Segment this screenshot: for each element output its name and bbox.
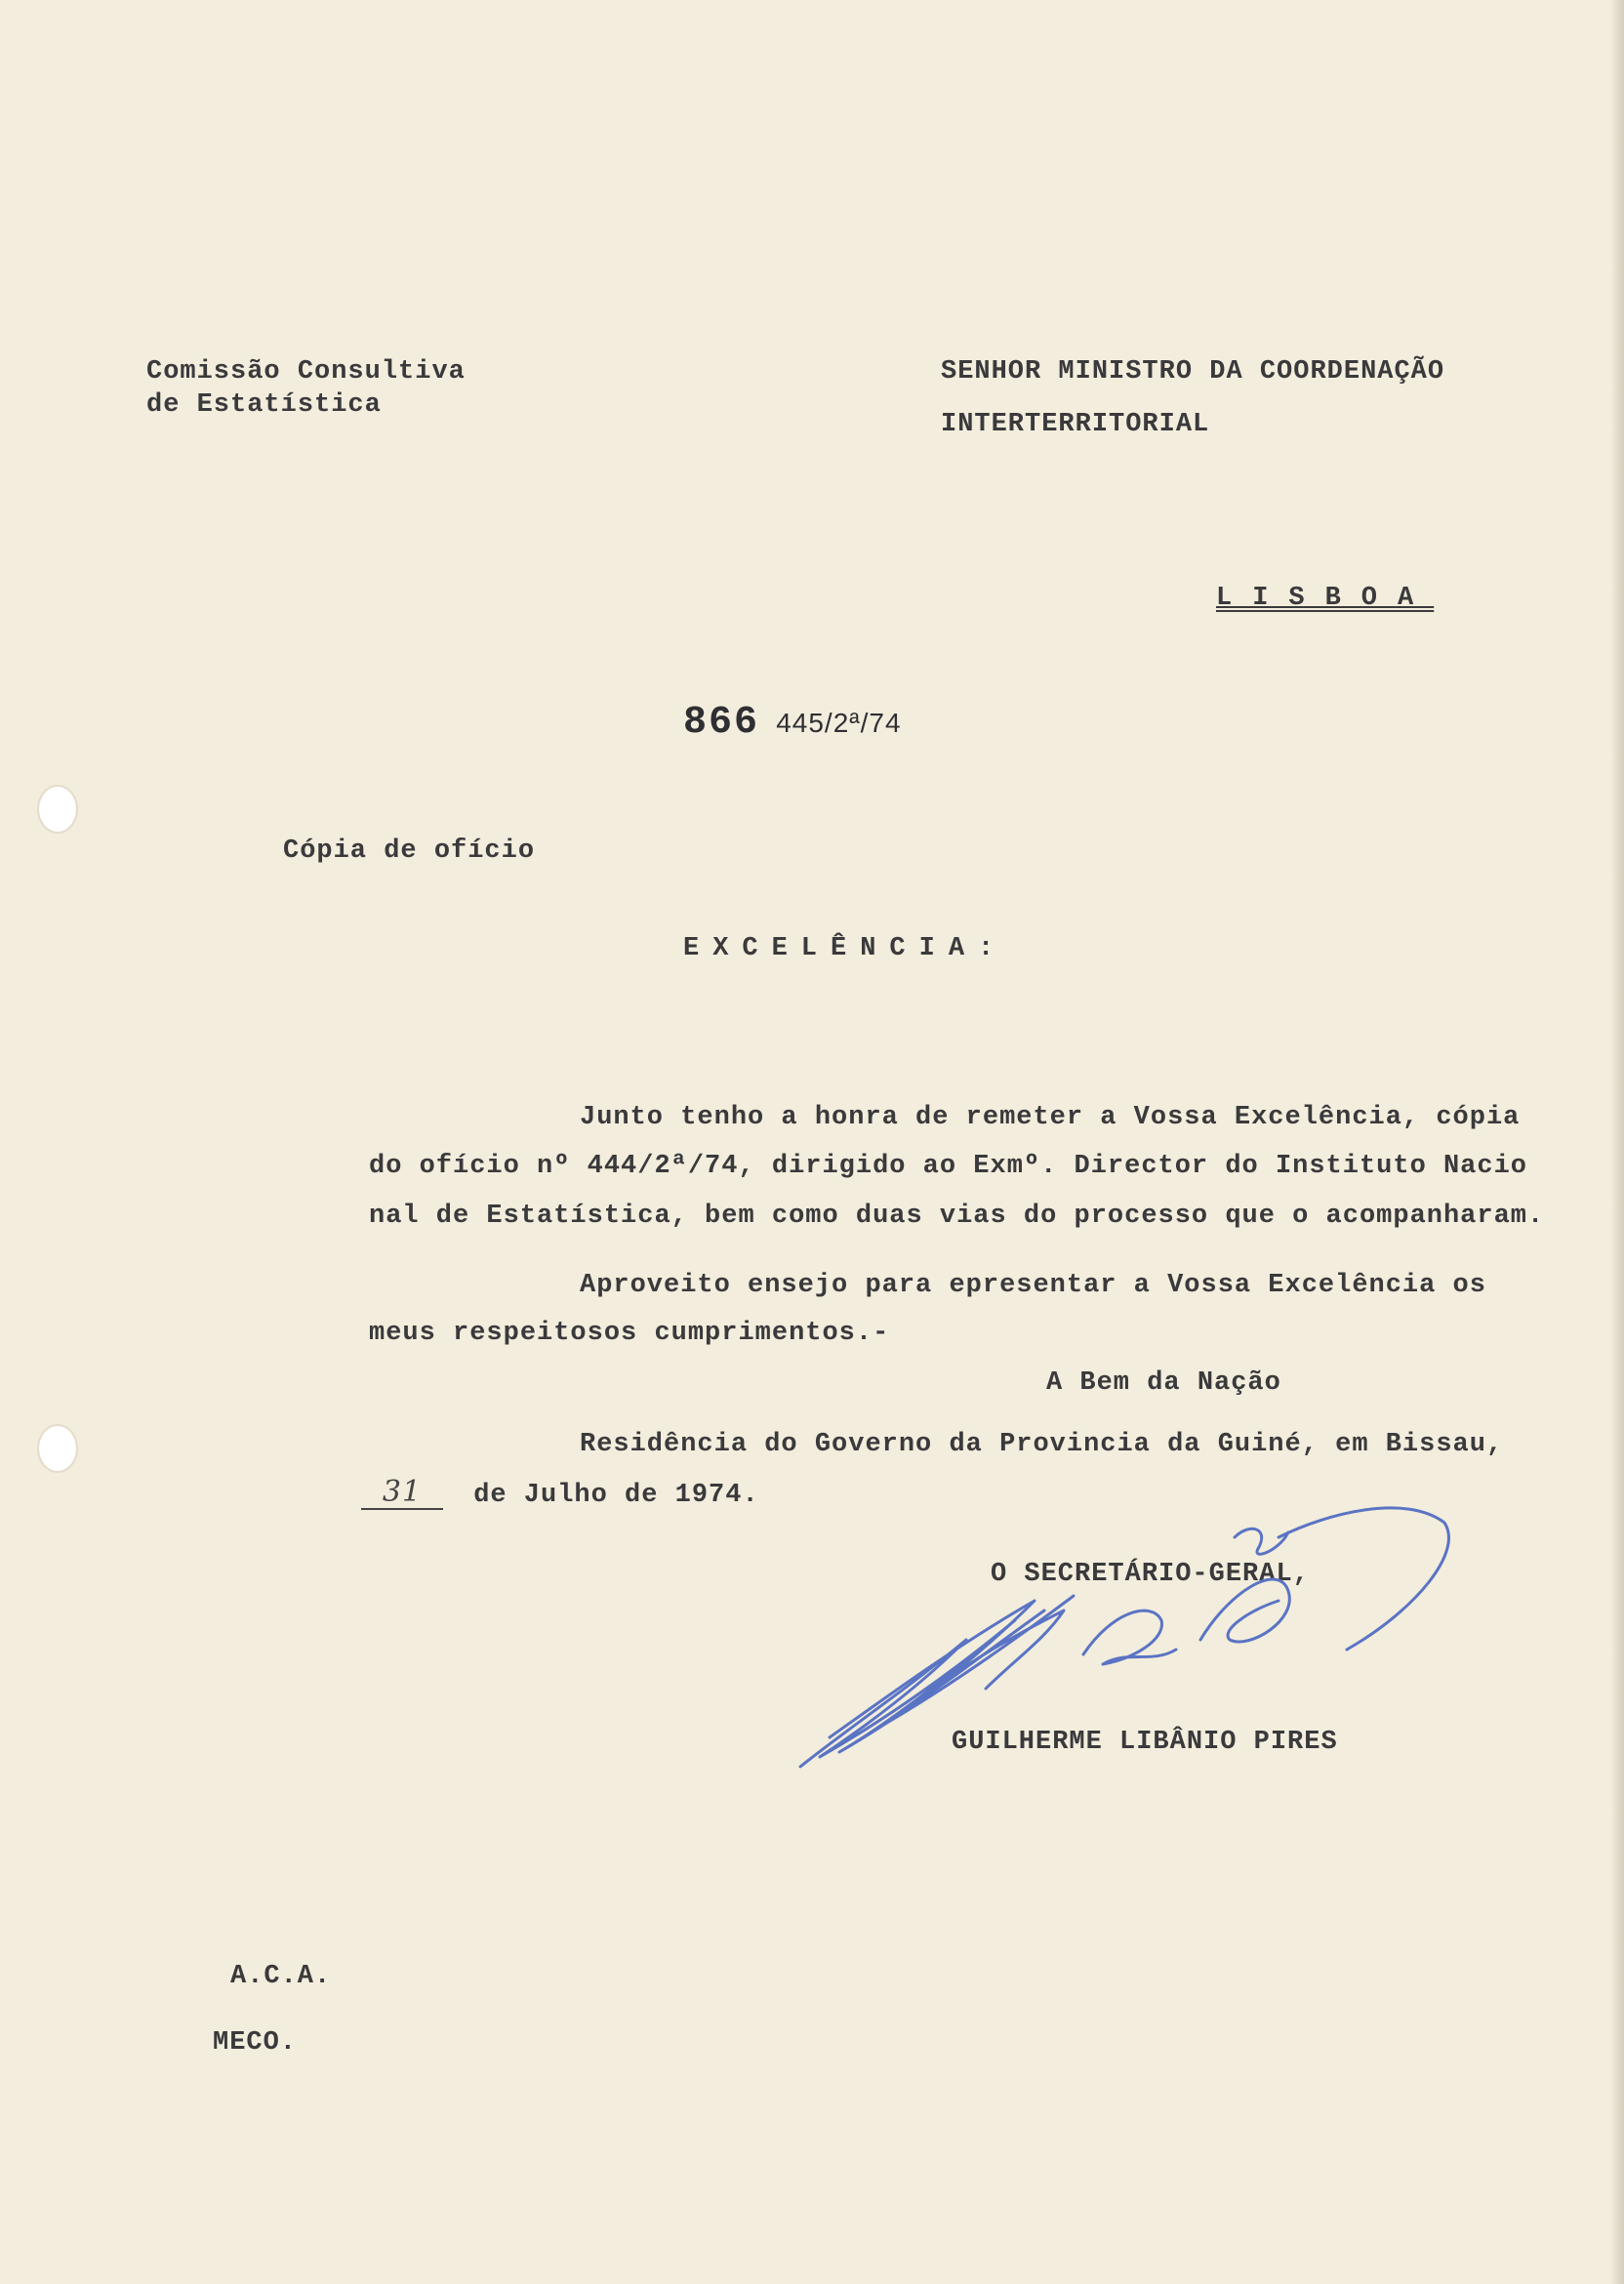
recipient-line-2: INTERTERRITORIAL (941, 410, 1210, 439)
handwritten-signature (791, 1493, 1474, 1786)
punch-hole-top (39, 787, 76, 832)
place-line: Residência do Governo da Provincia da Guiné, em Bissau, (580, 1430, 1504, 1459)
footer-code: MECO. (213, 2028, 298, 2058)
recipient-city: LISBOA (1216, 584, 1435, 613)
salutation: EXCELÊNCIA: (683, 934, 1008, 963)
sender-line-2: de Estatística (146, 390, 382, 420)
subject-line: Cópia de ofício (283, 836, 536, 866)
punch-hole-bottom (39, 1426, 76, 1471)
recipient-line-1: SENHOR MINISTRO DA COORDENAÇÃO (941, 357, 1445, 387)
reference-number: 866 (683, 701, 760, 745)
paragraph2-line-1: Aproveito ensejo para epresentar a Vossa Excelência os (580, 1271, 1486, 1300)
signature-title: O SECRETÁRIO-GERAL, (991, 1560, 1310, 1589)
paragraph1-line-3: nal de Estatística, bem como duas vias do processo que o acompanharam. (369, 1202, 1545, 1231)
sender-line-1: Comissão Consultiva (146, 357, 466, 387)
reference-code: 445/2ª/74 (776, 708, 902, 738)
footer-initials: A.C.A. (230, 1962, 332, 1991)
reference (683, 701, 902, 745)
paragraph1-line-2: do ofício nº 444/2ª/74, dirigido ao Exmº. Director do Instituto Nacio (369, 1152, 1527, 1181)
signature-name: GUILHERME LIBÂNIO PIRES (952, 1728, 1338, 1757)
paragraph1-line-1: Junto tenho a honra de remeter a Vossa Excelência, cópia (580, 1103, 1521, 1132)
closing-line: A Bem da Nação (1046, 1368, 1281, 1398)
date-line (361, 1476, 759, 1510)
paragraph2-line-2: meus respeitosos cumprimentos.- (369, 1319, 890, 1348)
date-rest: de Julho de 1974. (473, 1481, 759, 1510)
date-day: 31 (361, 1476, 443, 1510)
